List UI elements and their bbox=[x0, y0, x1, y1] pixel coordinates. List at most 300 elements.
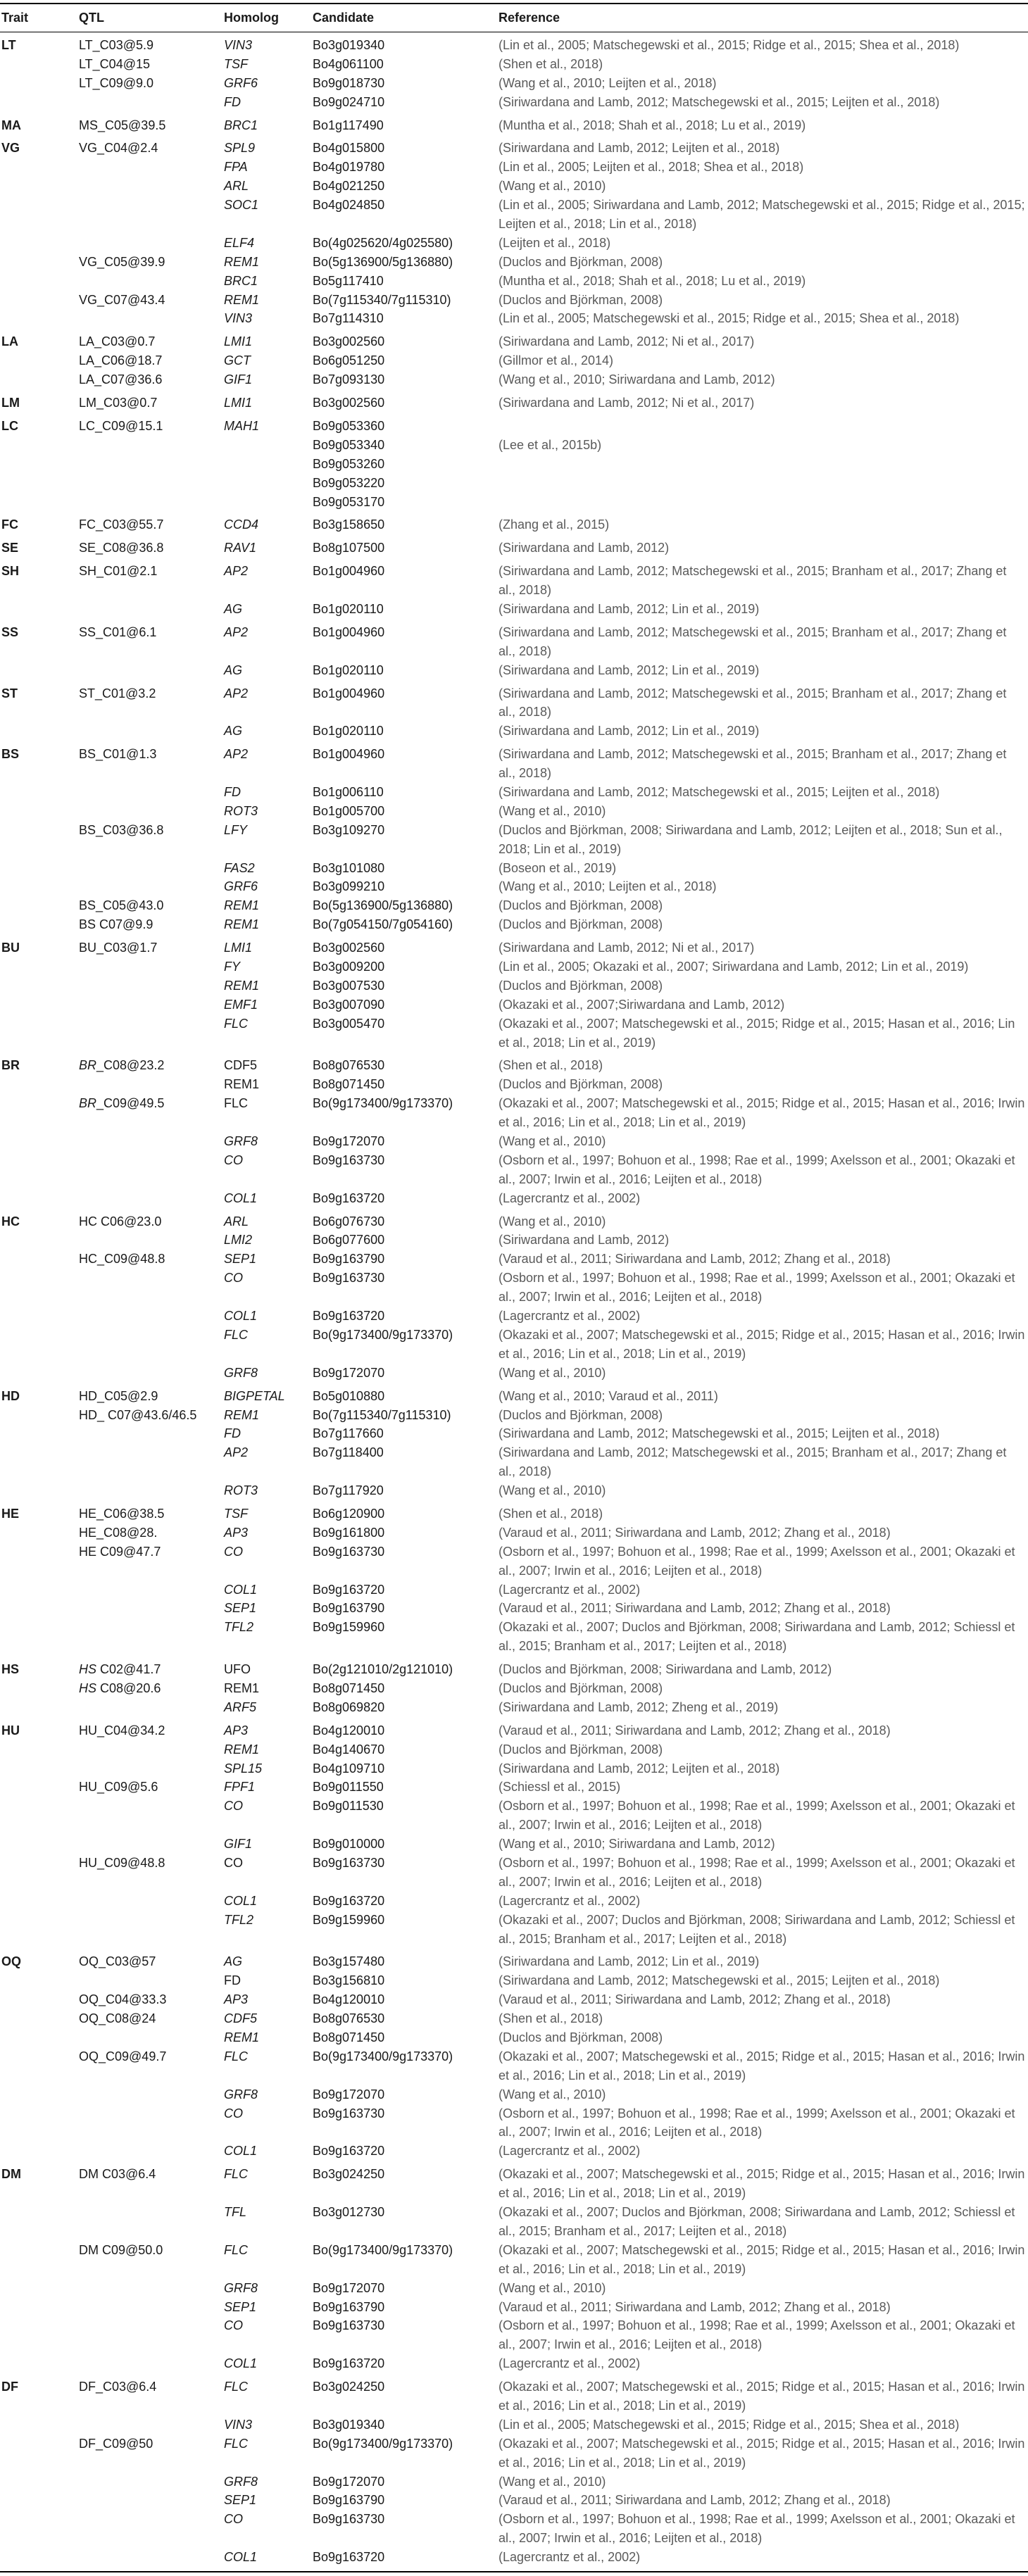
cell-homolog: FY bbox=[224, 960, 241, 974]
cell-qtl: BS_C03@36.8 bbox=[79, 822, 164, 837]
cell-homolog: CO bbox=[224, 2318, 243, 2333]
cell-reference: (Muntha et al., 2018; Shah et al., 2018; Lu et al., 2019) bbox=[499, 118, 806, 132]
cell-candidate: Bo9g163730 bbox=[313, 1856, 385, 1871]
cell-qtl: HE_C08@28. bbox=[79, 1525, 158, 1540]
cell-reference: (Duclos and Björkman, 2008) bbox=[499, 1742, 663, 1757]
cell-homolog: TFL bbox=[224, 2205, 247, 2220]
cell-qtl: DF_C09@50 bbox=[79, 2436, 153, 2451]
cell-reference: (Wang et al., 2010) bbox=[499, 1214, 606, 1229]
cell-reference: (Siriwardana and Lamb, 2012; Matschegewski et al., 2015; Branham et al., 2017; Zhang et al., 2018) bbox=[499, 1445, 1007, 1479]
cell-reference: (Okazaki et al., 2007; Duclos and Björkman, 2008; Siriwardana and Lamb, 2012; Schiessl et al., 2015; Branham et al., 2017; Leijten et al., 2018) bbox=[499, 1912, 1015, 1946]
cell-candidate: Bo9g163720 bbox=[313, 2356, 385, 2371]
cell-candidate: Bo9g172070 bbox=[313, 1365, 385, 1380]
cell-qtl: BS C07@9.9 bbox=[79, 917, 153, 932]
cell-reference: (Lin et al., 2005; Matschegewski et al., 2015; Ridge et al., 2015; Shea et al., 2018) bbox=[499, 38, 960, 52]
cell-homolog: AP2 bbox=[224, 624, 249, 639]
cell-reference: (Osborn et al., 1997; Bohuon et al., 1998; Rae et al., 1999; Axelsson et al., 2001; Okazaki et al., 2007; Irwin et al., 2016; Leijten et al., 2018) bbox=[499, 1271, 1015, 1305]
cell-reference: (Duclos and Björkman, 2008) bbox=[499, 2030, 663, 2045]
cell-candidate: Bo8g071450 bbox=[313, 1077, 385, 1092]
cell-homolog: ELF4 bbox=[224, 235, 255, 250]
cell-homolog: CO bbox=[224, 1271, 243, 1286]
cell-reference: (Siriwardana and Lamb, 2012; Lin et al., 2019) bbox=[499, 601, 760, 616]
cell-trait: HS bbox=[1, 1662, 20, 1677]
cell-candidate: Bo7g114310 bbox=[313, 311, 384, 326]
cell-homolog: FLC bbox=[224, 2436, 249, 2451]
cell-homolog: GRF8 bbox=[224, 1365, 258, 1380]
cell-homolog: COL1 bbox=[224, 1190, 258, 1205]
cell-homolog: SOC1 bbox=[224, 198, 259, 213]
cell-reference: (Okazaki et al., 2007; Duclos and Björkman, 2008; Siriwardana and Lamb, 2012; Schiessl et al., 2015; Branham et al., 2017; Leijten et al., 2018) bbox=[499, 2205, 1015, 2238]
cell-homolog: SEP1 bbox=[224, 2493, 257, 2508]
cell-reference: (Lagercrantz et al., 2002) bbox=[499, 1190, 641, 1205]
cell-reference: (Siriwardana and Lamb, 2012; Lin et al., 2019) bbox=[499, 662, 760, 677]
cell-reference: (Osborn et al., 1997; Bohuon et al., 1998; Rae et al., 1999; Axelsson et al., 2001; Okazaki et al., 2007; Irwin et al., 2016; Leijten et al., 2018) bbox=[499, 2318, 1015, 2352]
cell-reference: (Varaud et al., 2011; Siriwardana and Lamb, 2012; Zhang et al., 2018) bbox=[499, 2299, 891, 2314]
cell-candidate: Bo3g007530 bbox=[313, 978, 385, 993]
header-qtl: QTL bbox=[79, 11, 104, 25]
cell-homolog: REM1 bbox=[224, 898, 260, 913]
cell-homolog: COL1 bbox=[224, 2144, 258, 2159]
cell-reference: (Siriwardana and Lamb, 2012; Ni et al., 2017) bbox=[499, 941, 755, 955]
cell-qtl: BR_C09@49.5 bbox=[79, 1096, 165, 1111]
cell-candidate: Bo1g006110 bbox=[313, 784, 384, 799]
cell-qtl: DM C09@50.0 bbox=[79, 2242, 163, 2257]
cell-reference: (Siriwardana and Lamb, 2012; Leijten et al., 2018) bbox=[499, 141, 780, 156]
cell-reference: (Okazaki et al., 2007; Matschegewski et al., 2015; Ridge et al., 2015; Hasan et al., 2016; Irwin et al., 2016; Lin et al., 2018; Lin et al., 2019) bbox=[499, 2380, 1025, 2413]
cell-candidate: Bo1g004960 bbox=[313, 686, 385, 700]
cell-candidate: Bo(5g136900/5g136880) bbox=[313, 898, 453, 913]
cell-qtl: HD_C05@2.9 bbox=[79, 1388, 158, 1403]
cell-homolog: FLC bbox=[224, 2049, 249, 2063]
cell-reference: (Siriwardana and Lamb, 2012; Matschegewski et al., 2015; Branham et al., 2017; Zhang et al., 2018) bbox=[499, 564, 1007, 598]
cell-reference: (Varaud et al., 2011; Siriwardana and Lamb, 2012; Zhang et al., 2018) bbox=[499, 2493, 891, 2508]
cell-trait: HD bbox=[1, 1388, 20, 1403]
cell-candidate: Bo(7g115340/7g115310) bbox=[313, 292, 451, 307]
cell-candidate: Bo1g020110 bbox=[313, 724, 384, 739]
cell-qtl: HE_C06@38.5 bbox=[79, 1506, 165, 1521]
cell-qtl: HC_C09@48.8 bbox=[79, 1252, 165, 1267]
cell-candidate: Bo3g002560 bbox=[313, 396, 385, 410]
cell-homolog: FLC bbox=[224, 2167, 249, 2182]
cell-qtl: LC_C09@15.1 bbox=[79, 418, 163, 433]
cell-qtl: LA_C07@36.6 bbox=[79, 372, 163, 387]
cell-candidate: Bo9g163730 bbox=[313, 2318, 385, 2333]
cell-candidate: Bo(9g173400/9g173370) bbox=[313, 2049, 453, 2063]
cell-qtl: LT_C03@5.9 bbox=[79, 38, 153, 52]
cell-reference: (Lin et al., 2005; Matschegewski et al., 2015; Ridge et al., 2015; Shea et al., 2018) bbox=[499, 2417, 960, 2432]
cell-reference: (Lagercrantz et al., 2002) bbox=[499, 2144, 641, 2159]
cell-reference: (Okazaki et al., 2007; Matschegewski et al., 2015; Ridge et al., 2015; Hasan et al., 2016; Irwin et al., 2016; Lin et al., 2018; Lin et al., 2019) bbox=[499, 2242, 1025, 2276]
cell-candidate: Bo6g077600 bbox=[313, 1233, 385, 1248]
cell-reference: (Duclos and Björkman, 2008) bbox=[499, 292, 663, 307]
cell-candidate: Bo7g093130 bbox=[313, 372, 385, 387]
cell-candidate: Bo9g053170 bbox=[313, 494, 385, 509]
cell-candidate: Bo6g120900 bbox=[313, 1506, 385, 1521]
cell-candidate: Bo7g118400 bbox=[313, 1445, 384, 1460]
cell-candidate: Bo1g004960 bbox=[313, 624, 385, 639]
cell-homolog: BRC1 bbox=[224, 273, 258, 288]
cell-candidate: Bo3g157480 bbox=[313, 1954, 385, 1969]
cell-candidate: Bo1g020110 bbox=[313, 662, 384, 677]
cell-qtl: DF_C03@6.4 bbox=[79, 2380, 157, 2394]
cell-trait: DF bbox=[1, 2380, 18, 2394]
cell-reference: (Osborn et al., 1997; Bohuon et al., 1998; Rae et al., 1999; Axelsson et al., 2001; Okazaki et al., 2007; Irwin et al., 2016; Leijten et al., 2018) bbox=[499, 1856, 1015, 1889]
cell-reference: (Lagercrantz et al., 2002) bbox=[499, 1582, 641, 1597]
cell-qtl: SS_C01@6.1 bbox=[79, 624, 157, 639]
cell-homolog: RAV1 bbox=[224, 541, 257, 555]
cell-homolog: TSF bbox=[224, 56, 248, 71]
cell-homolog: GRF6 bbox=[224, 75, 258, 90]
header-reference: Reference bbox=[499, 11, 560, 25]
cell-reference: (Varaud et al., 2011; Siriwardana and Lamb, 2012; Zhang et al., 2018) bbox=[499, 1723, 891, 1738]
cell-candidate: Bo3g002560 bbox=[313, 334, 385, 349]
cell-reference: (Wang et al., 2010) bbox=[499, 2087, 606, 2101]
cell-reference: (Osborn et al., 1997; Bohuon et al., 1998; Rae et al., 1999; Axelsson et al., 2001; Okazaki et al., 2007; Irwin et al., 2016; Leijten et al., 2018) bbox=[499, 1799, 1015, 1833]
cell-homolog: FD bbox=[224, 94, 241, 109]
cell-homolog: REM1 bbox=[224, 917, 260, 932]
cell-reference: (Osborn et al., 1997; Bohuon et al., 1998; Rae et al., 1999; Axelsson et al., 2001; Okazaki et al., 2007; Irwin et al., 2016; Leijten et al., 2018) bbox=[499, 2512, 1015, 2546]
cell-qtl: DM C03@6.4 bbox=[79, 2167, 156, 2182]
cell-candidate: Bo7g117920 bbox=[313, 1483, 384, 1498]
cell-reference: (Varaud et al., 2011; Siriwardana and Lamb, 2012; Zhang et al., 2018) bbox=[499, 1601, 891, 1616]
cell-homolog: MAH1 bbox=[224, 418, 260, 433]
cell-candidate: Bo3g024250 bbox=[313, 2380, 385, 2394]
cell-candidate: Bo(9g173400/9g173370) bbox=[313, 1096, 453, 1111]
cell-reference: (Shen et al., 2018) bbox=[499, 1058, 603, 1073]
cell-reference: (Siriwardana and Lamb, 2012; Matschegewski et al., 2015; Branham et al., 2017; Zhang et al., 2018) bbox=[499, 747, 1007, 781]
cell-homolog: FAS2 bbox=[224, 860, 255, 875]
cell-candidate: Bo9g163720 bbox=[313, 1309, 385, 1324]
cell-homolog: FD bbox=[224, 1426, 241, 1441]
cell-homolog: GRF8 bbox=[224, 1134, 258, 1149]
cell-reference: (Duclos and Björkman, 2008) bbox=[499, 1407, 663, 1422]
cell-homolog: AG bbox=[224, 662, 243, 677]
cell-reference: (Lin et al., 2005; Matschegewski et al., 2015; Ridge et al., 2015; Shea et al., 2018) bbox=[499, 311, 960, 326]
cell-candidate: Bo9g172070 bbox=[313, 2280, 385, 2295]
cell-reference: (Varaud et al., 2011; Siriwardana and Lamb, 2012; Zhang et al., 2018) bbox=[499, 1525, 891, 1540]
cell-reference: (Gillmor et al., 2014) bbox=[499, 353, 614, 368]
cell-trait: ST bbox=[1, 686, 18, 700]
cell-homolog: REM1 bbox=[224, 2030, 260, 2045]
cell-reference: (Lagercrantz et al., 2002) bbox=[499, 1309, 641, 1324]
cell-reference: (Wang et al., 2010) bbox=[499, 2474, 606, 2489]
cell-homolog: SEP1 bbox=[224, 1601, 257, 1616]
cell-homolog: SEP1 bbox=[224, 1252, 257, 1267]
cell-reference: (Wang et al., 2010; Varaud et al., 2011) bbox=[499, 1388, 718, 1403]
cell-homolog: GRF8 bbox=[224, 2474, 258, 2489]
cell-candidate: Bo3g007090 bbox=[313, 997, 385, 1012]
cell-candidate: Bo3g005470 bbox=[313, 1016, 385, 1031]
cell-candidate: Bo8g076530 bbox=[313, 1058, 385, 1073]
cell-reference: (Wang et al., 2010) bbox=[499, 803, 606, 818]
cell-candidate: Bo3g109270 bbox=[313, 822, 385, 837]
cell-candidate: Bo9g172070 bbox=[313, 1134, 385, 1149]
cell-candidate: Bo9g053220 bbox=[313, 475, 385, 490]
cell-homolog: LMI1 bbox=[224, 334, 253, 349]
cell-homolog: SPL15 bbox=[224, 1761, 263, 1776]
cell-candidate: Bo9g163720 bbox=[313, 2550, 385, 2565]
cell-candidate: Bo8g076530 bbox=[313, 2011, 385, 2026]
cell-candidate: Bo9g018730 bbox=[313, 75, 385, 90]
cell-candidate: Bo3g158650 bbox=[313, 517, 385, 532]
cell-candidate: Bo9g163730 bbox=[313, 1152, 385, 1167]
cell-candidate: Bo9g163720 bbox=[313, 2144, 385, 2159]
cell-reference: (Shen et al., 2018) bbox=[499, 2011, 603, 2026]
cell-qtl: HC C06@23.0 bbox=[79, 1214, 162, 1229]
cell-homolog: AG bbox=[224, 1954, 243, 1969]
cell-homolog: GRF6 bbox=[224, 879, 258, 894]
cell-reference: (Siriwardana and Lamb, 2012; Lin et al., 2019) bbox=[499, 724, 760, 739]
cell-trait: SH bbox=[1, 564, 20, 579]
cell-trait: OQ bbox=[1, 1954, 22, 1969]
cell-reference: (Lagercrantz et al., 2002) bbox=[499, 1893, 641, 1908]
cell-reference: (Siriwardana and Lamb, 2012) bbox=[499, 541, 670, 555]
cell-reference: (Boseon et al., 2019) bbox=[499, 860, 617, 875]
cell-homolog: VIN3 bbox=[224, 311, 253, 326]
cell-homolog: ROT3 bbox=[224, 1483, 258, 1498]
cell-candidate: Bo9g010000 bbox=[313, 1837, 385, 1852]
cell-candidate: Bo3g002560 bbox=[313, 941, 385, 955]
cell-homolog: ARL bbox=[224, 179, 249, 194]
cell-reference: (Shen et al., 2018) bbox=[499, 1506, 603, 1521]
cell-reference: (Osborn et al., 1997; Bohuon et al., 1998; Rae et al., 1999; Axelsson et al., 2001; Okazaki et al., 2007; Irwin et al., 2016; Leijten et al., 2018) bbox=[499, 1152, 1015, 1186]
cell-candidate: Bo(9g173400/9g173370) bbox=[313, 2242, 453, 2257]
bottom-rule bbox=[0, 2571, 1028, 2572]
cell-homolog: COL1 bbox=[224, 2356, 258, 2371]
cell-reference: (Lagercrantz et al., 2002) bbox=[499, 2356, 641, 2371]
cell-reference: (Okazaki et al., 2007; Matschegewski et al., 2015; Ridge et al., 2015; Hasan et al., 2016; Irwin et al., 2016; Lin et al., 2018; Lin et al., 2019) bbox=[499, 1096, 1025, 1130]
cell-reference: (Wang et al., 2010) bbox=[499, 1134, 606, 1149]
cell-reference: (Duclos and Björkman, 2008) bbox=[499, 898, 663, 913]
cell-reference: (Duclos and Björkman, 2008) bbox=[499, 254, 663, 269]
cell-reference: (Duclos and Björkman, 2008) bbox=[499, 1680, 663, 1695]
cell-reference: (Duclos and Björkman, 2008) bbox=[499, 978, 663, 993]
cell-reference: (Zhang et al., 2015) bbox=[499, 517, 610, 532]
cell-homolog: CO bbox=[224, 1544, 243, 1559]
cell-candidate: Bo1g005700 bbox=[313, 803, 385, 818]
cell-candidate: Bo3g019340 bbox=[313, 38, 385, 52]
cell-homolog: CCD4 bbox=[224, 517, 259, 532]
cell-trait: LA bbox=[1, 334, 18, 349]
cell-candidate: Bo9g011550 bbox=[313, 1780, 384, 1795]
cell-reference: (Shen et al., 2018) bbox=[499, 56, 603, 71]
cell-reference: (Varaud et al., 2011; Siriwardana and Lamb, 2012; Zhang et al., 2018) bbox=[499, 1252, 891, 1267]
cell-qtl: BS_C01@1.3 bbox=[79, 747, 157, 762]
cell-homolog: BIGPETAL bbox=[224, 1388, 285, 1403]
cell-homolog: CDF5 bbox=[224, 2011, 258, 2026]
cell-qtl: OQ_C03@57 bbox=[79, 1954, 156, 1969]
cell-reference: (Siriwardana and Lamb, 2012; Ni et al., 2017) bbox=[499, 396, 755, 410]
cell-trait: LM bbox=[1, 396, 20, 410]
cell-homolog: EMF1 bbox=[224, 997, 258, 1012]
cell-homolog: SPL9 bbox=[224, 141, 256, 156]
cell-candidate: Bo1g020110 bbox=[313, 601, 384, 616]
cell-candidate: Bo4g024850 bbox=[313, 198, 385, 213]
cell-qtl: FC_C03@55.7 bbox=[79, 517, 164, 532]
cell-reference: (Wang et al., 2010; Leijten et al., 2018) bbox=[499, 75, 717, 90]
cell-homolog: FD bbox=[224, 1973, 241, 1988]
cell-reference: (Varaud et al., 2011; Siriwardana and Lamb, 2012; Zhang et al., 2018) bbox=[499, 1992, 891, 2007]
cell-qtl: LA_C06@18.7 bbox=[79, 353, 163, 368]
cell-homolog: CO bbox=[224, 1856, 243, 1871]
cell-qtl: BR_C08@23.2 bbox=[79, 1058, 165, 1073]
cell-candidate: Bo7g117660 bbox=[313, 1426, 384, 1441]
cell-candidate: Bo9g159960 bbox=[313, 1620, 385, 1635]
cell-candidate: Bo(2g121010/2g121010) bbox=[313, 1662, 453, 1677]
cell-reference: (Duclos and Björkman, 2008; Siriwardana and Lamb, 2012) bbox=[499, 1662, 832, 1677]
cell-homolog: FLC bbox=[224, 1016, 249, 1031]
cell-reference: (Okazaki et al., 2007; Duclos and Björkman, 2008; Siriwardana and Lamb, 2012; Schiessl et al., 2015; Branham et al., 2017; Leijten et al., 2018) bbox=[499, 1620, 1015, 1654]
cell-candidate: Bo9g163730 bbox=[313, 1544, 385, 1559]
cell-candidate: Bo9g163790 bbox=[313, 2299, 385, 2314]
cell-candidate: Bo9g163730 bbox=[313, 1271, 385, 1286]
cell-qtl: OQ_C08@24 bbox=[79, 2011, 156, 2026]
cell-homolog: COL1 bbox=[224, 1893, 258, 1908]
cell-reference: (Siriwardana and Lamb, 2012; Matschegewski et al., 2015; Leijten et al., 2018) bbox=[499, 1973, 940, 1988]
cell-homolog: REM1 bbox=[224, 292, 260, 307]
cell-candidate: Bo4g021250 bbox=[313, 179, 385, 194]
cell-trait: SE bbox=[1, 541, 19, 555]
cell-reference: (Wang et al., 2010) bbox=[499, 179, 606, 194]
cell-candidate: Bo9g011530 bbox=[313, 1799, 384, 1814]
cell-homolog: FPF1 bbox=[224, 1780, 256, 1795]
cell-candidate: Bo4g061100 bbox=[313, 56, 384, 71]
cell-homolog: ROT3 bbox=[224, 803, 258, 818]
cell-reference: (Wang et al., 2010) bbox=[499, 2280, 606, 2295]
cell-candidate: Bo8g107500 bbox=[313, 541, 385, 555]
cell-homolog: FLC bbox=[224, 2380, 249, 2394]
cell-reference: (Schiessl et al., 2015) bbox=[499, 1780, 621, 1795]
cell-homolog: BRC1 bbox=[224, 118, 258, 132]
cell-candidate: Bo(4g025620/4g025580) bbox=[313, 235, 453, 250]
cell-qtl: HD_ C07@43.6/46.5 bbox=[79, 1407, 197, 1422]
cell-candidate: Bo5g117410 bbox=[313, 273, 384, 288]
cell-candidate: Bo3g156810 bbox=[313, 1973, 385, 1988]
cell-candidate: Bo(7g054150/7g054160) bbox=[313, 917, 453, 932]
cell-candidate: Bo9g163730 bbox=[313, 2512, 385, 2527]
cell-qtl: BS_C05@43.0 bbox=[79, 898, 164, 913]
cell-candidate: Bo4g019780 bbox=[313, 160, 385, 175]
cell-homolog: COL1 bbox=[224, 2550, 258, 2565]
cell-candidate: Bo8g071450 bbox=[313, 1680, 385, 1695]
cell-reference: (Siriwardana and Lamb, 2012; Matschegewski et al., 2015; Branham et al., 2017; Zhang et al., 2018) bbox=[499, 624, 1007, 658]
cell-homolog: AG bbox=[224, 601, 243, 616]
cell-homolog: AP2 bbox=[224, 747, 249, 762]
cell-reference: (Siriwardana and Lamb, 2012; Zheng et al., 2019) bbox=[499, 1699, 779, 1714]
cell-qtl: LA_C03@0.7 bbox=[79, 334, 156, 349]
cell-qtl: HU_C09@48.8 bbox=[79, 1856, 165, 1871]
cell-trait: FC bbox=[1, 517, 18, 532]
cell-reference: (Okazaki et al., 2007; Matschegewski et al., 2015; Ridge et al., 2015; Hasan et al., 2016; Irwin et al., 2016; Lin et al., 2018; Lin et al., 2019) bbox=[499, 2436, 1025, 2470]
cell-reference: (Lin et al., 2005; Leijten et al., 2018; Shea et al., 2018) bbox=[499, 160, 804, 175]
cell-candidate: Bo9g053260 bbox=[313, 456, 385, 471]
cell-reference: (Siriwardana and Lamb, 2012; Matschegewski et al., 2015; Leijten et al., 2018) bbox=[499, 94, 940, 109]
cell-homolog: COL1 bbox=[224, 1309, 258, 1324]
cell-homolog: ARL bbox=[224, 1214, 249, 1229]
cell-homolog: FPA bbox=[224, 160, 248, 175]
cell-candidate: Bo1g117490 bbox=[313, 118, 384, 132]
cell-candidate: Bo8g069820 bbox=[313, 1699, 385, 1714]
cell-qtl: LM_C03@0.7 bbox=[79, 396, 158, 410]
cell-reference: (Siriwardana and Lamb, 2012; Lin et al., 2019) bbox=[499, 1954, 760, 1969]
cell-homolog: COL1 bbox=[224, 1582, 258, 1597]
cell-candidate: Bo3g012730 bbox=[313, 2205, 385, 2220]
cell-homolog: GCT bbox=[224, 353, 251, 368]
cell-candidate: Bo(5g136900/5g136880) bbox=[313, 254, 453, 269]
cell-reference: (Lin et al., 2005; Siriwardana and Lamb, 2012; Matschegewski et al., 2015; Ridge et al., 2015; Leijten et al., 2018; Lin et al., 2018) bbox=[499, 198, 1025, 232]
cell-qtl: HE C09@47.7 bbox=[79, 1544, 161, 1559]
cell-homolog: CO bbox=[224, 2512, 243, 2527]
cell-candidate: Bo3g099210 bbox=[313, 879, 385, 894]
cell-reference: (Lin et al., 2005; Okazaki et al., 2007; Siriwardana and Lamb, 2012; Lin et al., 2019) bbox=[499, 960, 969, 974]
cell-qtl: MS_C05@39.5 bbox=[79, 118, 166, 132]
cell-reference: (Siriwardana and Lamb, 2012) bbox=[499, 1233, 670, 1248]
cell-candidate: Bo9g163720 bbox=[313, 1582, 385, 1597]
cell-homolog: TFL2 bbox=[224, 1912, 254, 1927]
cell-reference: (Leijten et al., 2018) bbox=[499, 235, 611, 250]
cell-reference: (Siriwardana and Lamb, 2012; Matschegewski et al., 2015; Leijten et al., 2018) bbox=[499, 784, 940, 799]
header-trait: Trait bbox=[1, 11, 29, 25]
cell-candidate: Bo3g009200 bbox=[313, 960, 385, 974]
cell-homolog: LMI1 bbox=[224, 396, 253, 410]
cell-reference: (Wang et al., 2010) bbox=[499, 1365, 606, 1380]
cell-homolog: FLC bbox=[224, 1096, 249, 1111]
cell-candidate: Bo9g172070 bbox=[313, 2474, 385, 2489]
cell-homolog: REM1 bbox=[224, 1407, 260, 1422]
cell-homolog: FLC bbox=[224, 2242, 249, 2257]
cell-homolog: TSF bbox=[224, 1506, 248, 1521]
cell-homolog: GIF1 bbox=[224, 1837, 253, 1852]
cell-homolog: CO bbox=[224, 1799, 243, 1814]
cell-homolog: UFO bbox=[224, 1662, 251, 1677]
cell-qtl: LT_C04@15 bbox=[79, 56, 150, 71]
cell-qtl: HU_C04@34.2 bbox=[79, 1723, 165, 1738]
cell-reference: (Wang et al., 2010) bbox=[499, 1483, 606, 1498]
cell-candidate: Bo(7g115340/7g115310) bbox=[313, 1407, 451, 1422]
cell-candidate: Bo1g004960 bbox=[313, 747, 385, 762]
cell-candidate: Bo9g172070 bbox=[313, 2087, 385, 2101]
cell-homolog: SEP1 bbox=[224, 2299, 257, 2314]
cell-reference: (Okazaki et al., 2007; Matschegewski et al., 2015; Ridge et al., 2015; Hasan et al., 2016; Lin et al., 2018; Lin et al., 2019) bbox=[499, 1016, 1015, 1050]
cell-reference: (Okazaki et al., 2007;Siriwardana and Lamb, 2012) bbox=[499, 997, 785, 1012]
cell-reference: (Osborn et al., 1997; Bohuon et al., 1998; Rae et al., 1999; Axelsson et al., 2001; Okazaki et al., 2007; Irwin et al., 2016; Leijten et al., 2018) bbox=[499, 1544, 1015, 1578]
cell-qtl: SE_C08@36.8 bbox=[79, 541, 164, 555]
cell-qtl: SH_C01@2.1 bbox=[79, 564, 158, 579]
cell-candidate: Bo(9g173400/9g173370) bbox=[313, 1327, 453, 1342]
cell-homolog: VIN3 bbox=[224, 38, 253, 52]
cell-qtl: OQ_C04@33.3 bbox=[79, 1992, 167, 2007]
cell-homolog: AP3 bbox=[224, 1723, 249, 1738]
cell-reference: (Siriwardana and Lamb, 2012; Matschegewski et al., 2015; Branham et al., 2017; Zhang et al., 2018) bbox=[499, 686, 1007, 720]
cell-homolog: GRF8 bbox=[224, 2280, 258, 2295]
cell-reference: (Okazaki et al., 2007; Matschegewski et al., 2015; Ridge et al., 2015; Hasan et al., 2016; Irwin et al., 2016; Lin et al., 2018; Lin et al., 2019) bbox=[499, 1327, 1025, 1361]
cell-candidate: Bo9g163790 bbox=[313, 2493, 385, 2508]
cell-homolog: AP3 bbox=[224, 1525, 249, 1540]
cell-homolog: AP2 bbox=[224, 564, 249, 579]
cell-reference: (Muntha et al., 2018; Shah et al., 2018; Lu et al., 2019) bbox=[499, 273, 806, 288]
cell-homolog: AP2 bbox=[224, 1445, 249, 1460]
cell-homolog: GRF8 bbox=[224, 2087, 258, 2101]
cell-trait: BU bbox=[1, 941, 20, 955]
cell-trait: HU bbox=[1, 1723, 20, 1738]
cell-candidate: Bo4g120010 bbox=[313, 1992, 385, 2007]
cell-candidate: Bo4g109710 bbox=[313, 1761, 385, 1776]
cell-trait: VG bbox=[1, 141, 20, 156]
cell-homolog: VIN3 bbox=[224, 2417, 253, 2432]
cell-homolog: FD bbox=[224, 784, 241, 799]
cell-candidate: Bo6g076730 bbox=[313, 1214, 385, 1229]
cell-homolog: AG bbox=[224, 724, 243, 739]
